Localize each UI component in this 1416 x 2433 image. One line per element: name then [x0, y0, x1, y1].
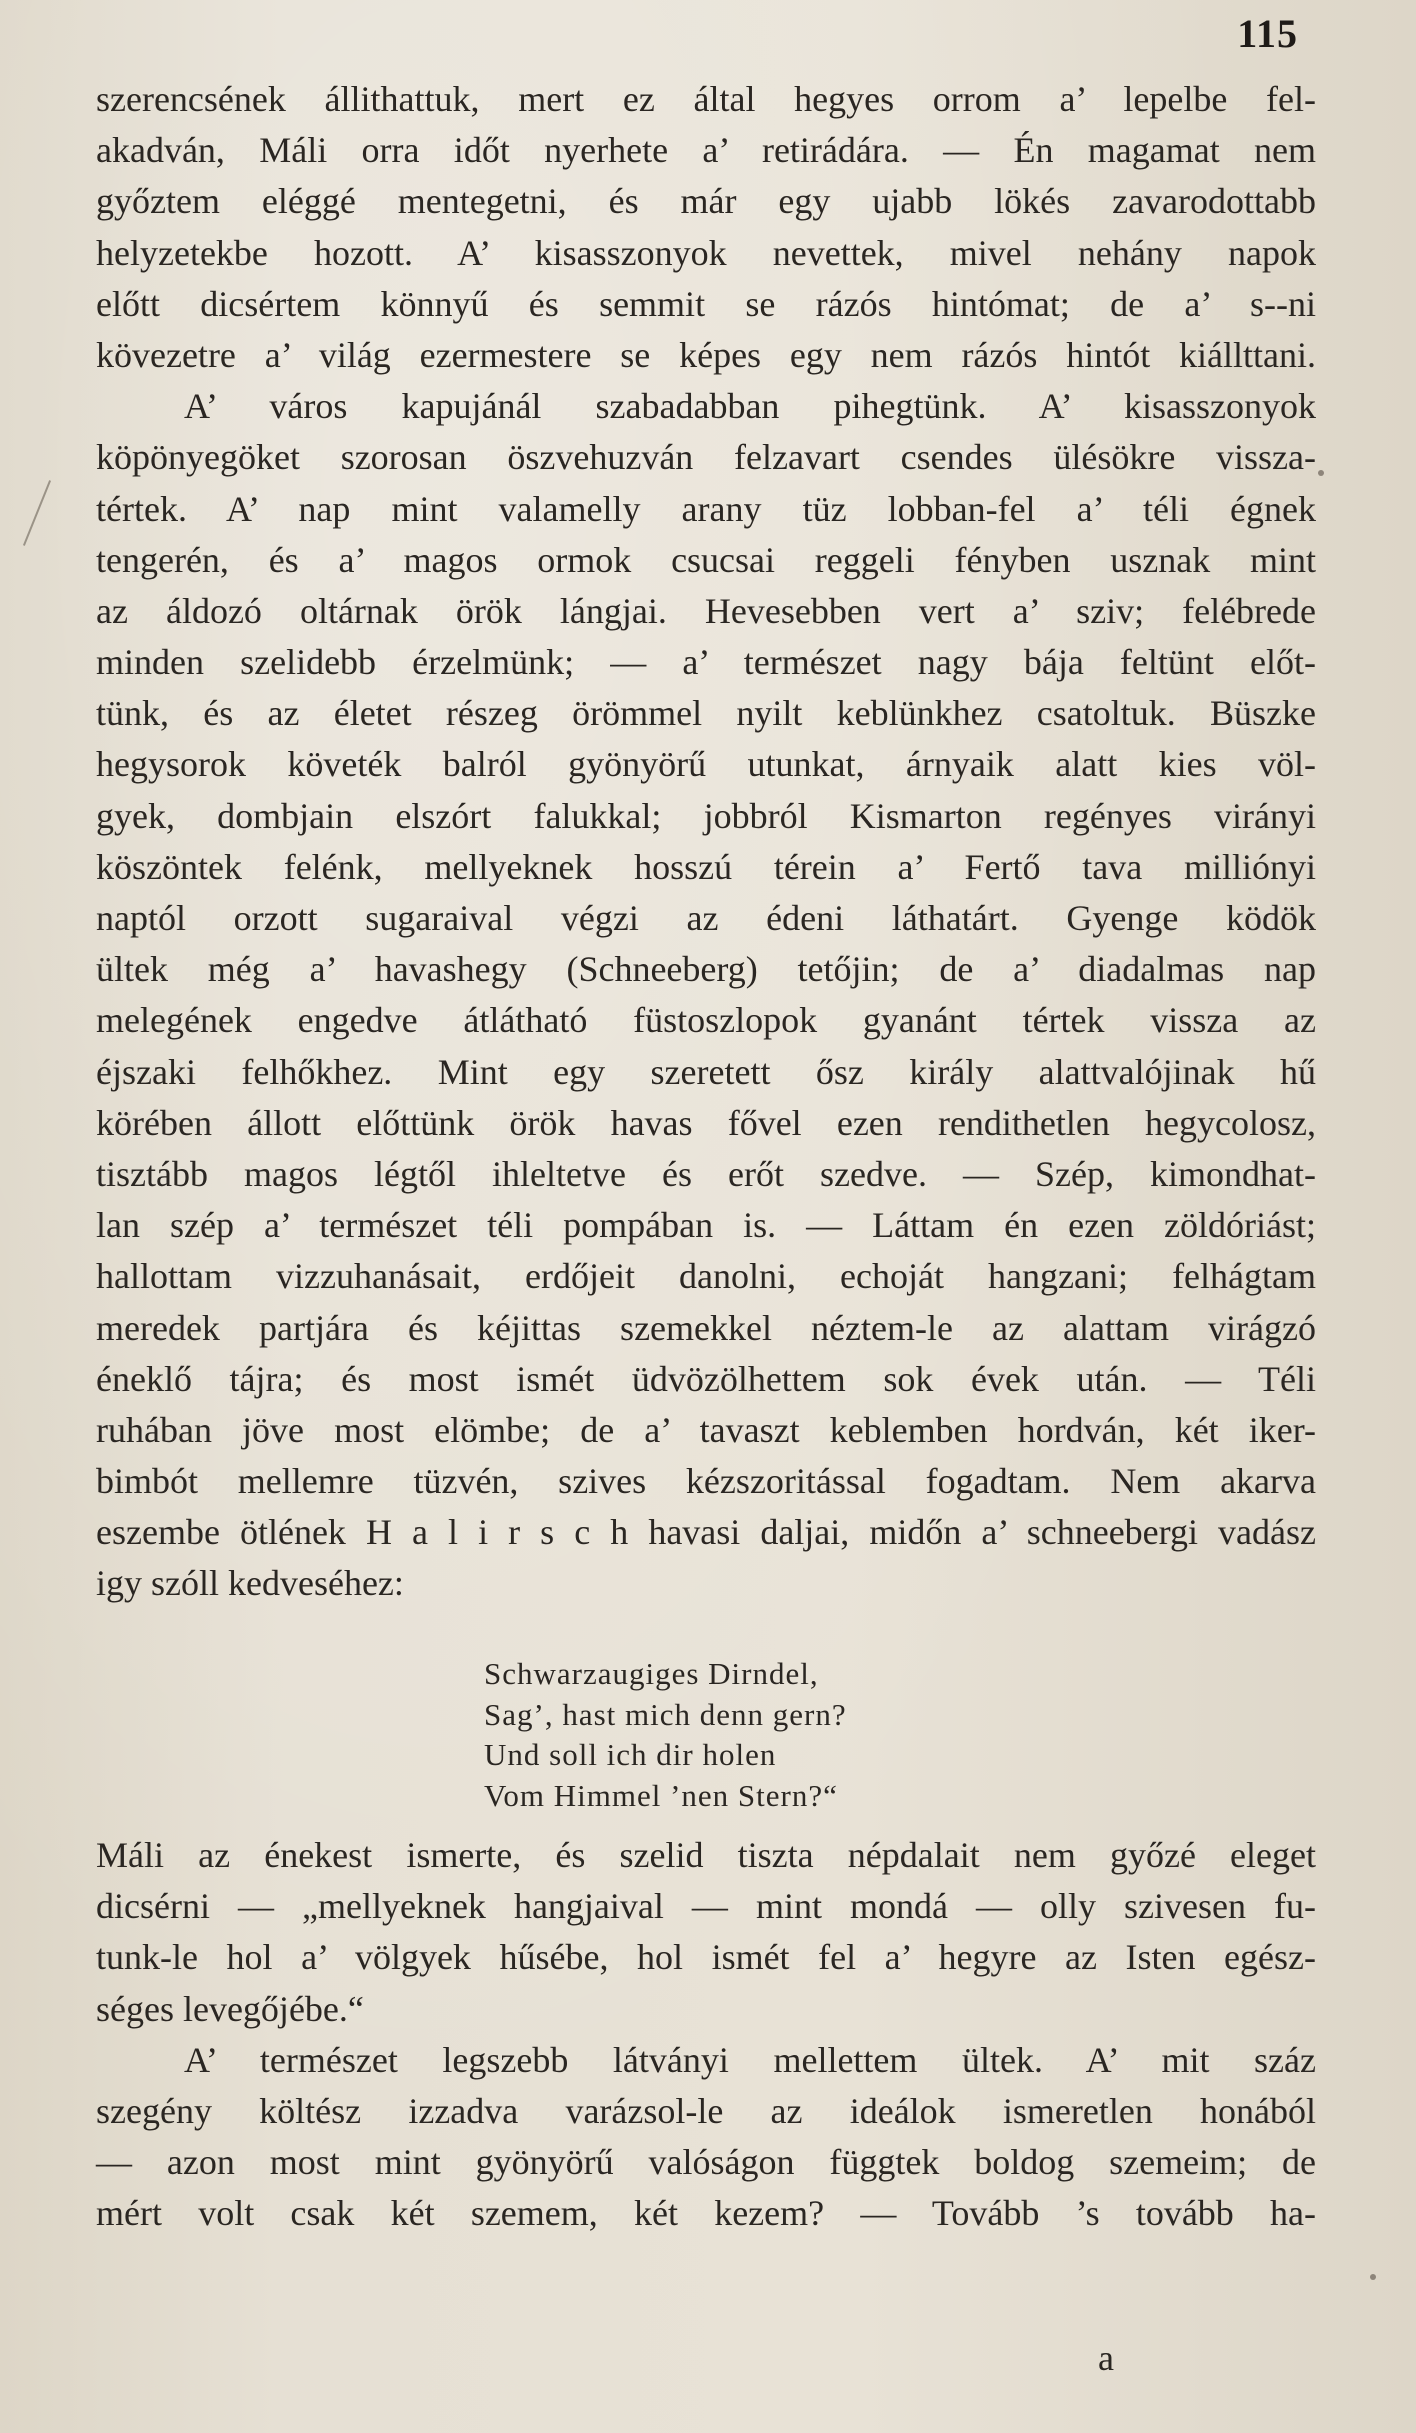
verse-line: Schwarzaugiges Dirndel,	[484, 1656, 819, 1691]
text-line: tisztább magos légtől ihleltetve és erőt szedve. — Szép, kimondhat-	[96, 1153, 1316, 1194]
text-line: mért volt csak két szemem, két kezem? — Tovább ’s tovább ha-	[96, 2193, 1316, 2234]
text-line: az áldozó oltárnak örök lángjai. Hevesebben vert a’ sziv; felébrede	[96, 590, 1316, 631]
text-line: eszembe ötlének H a l i r s c h havasi daljai, midőn a’ schneebergi vadász	[96, 1512, 1316, 1553]
text-line: igy szóll kedveséhez:	[96, 1563, 404, 1604]
text-line: A’ természet legszebb látványi mellettem ültek. A’ mit száz	[184, 2039, 1316, 2080]
text-line: — azon most mint gyönyörű valóságon függtek boldog szemeim; de	[96, 2142, 1316, 2183]
text-line: bimbót mellemre tüzvén, szives kézszoritással fogadtam. Nem akarva	[96, 1461, 1316, 1502]
text-line: hegysorok követék balról gyönyörű utunkat, árnyaik alatt kies völ-	[96, 744, 1316, 785]
margin-pencil-mark	[23, 480, 51, 546]
paper-speck	[1370, 2274, 1376, 2280]
catchword: a	[1098, 2338, 1114, 2378]
text-line: győztem eléggé mentegetni, és már egy ujabb lökés zavarodottabb	[96, 181, 1316, 222]
text-line: minden szelidebb érzelmünk; — a’ természet nagy bája feltünt előt-	[96, 642, 1316, 683]
page-number: 115	[1237, 11, 1298, 56]
verse-line: Und soll ich dir holen	[484, 1737, 777, 1772]
text-line: éneklő tájra; és most ismét üdvözölhettem sok évek után. — Téli	[96, 1358, 1316, 1399]
closing-paragraphs	[96, 1830, 1316, 2240]
text-line: szegény költész izzadva varázsol-le az ideálok ismeretlen honából	[96, 2090, 1316, 2131]
text-line: kövezetre a’ világ ezermestere se képes egy nem rázós hintót kiállttani.	[96, 334, 1316, 375]
text-line: tünk, és az életet részeg örömmel nyilt keblünkhez csatoltuk. Büszke	[96, 693, 1316, 734]
german-verse	[484, 1654, 847, 1816]
verse-line: Vom Himmel ’nen Stern?“	[484, 1777, 838, 1813]
text-line: tunk-le hol a’ völgyek hűsébe, hol ismét fel a’ hegyre az Isten egész-	[96, 1937, 1316, 1978]
text-line: előtt dicsértem könnyű és semmit se rázós hintómat; de a’ s--ni	[96, 283, 1316, 324]
text-line: gyek, dombjain elszórt falukkal; jobbról Kismarton regényes virányi	[96, 795, 1316, 836]
text-line: köpönyegöket szorosan öszvehuzván felzavart csendes ülésökre vissza-	[96, 437, 1316, 478]
text-line: köszöntek felénk, mellyeknek hosszú térein a’ Fertő tava milliónyi	[96, 846, 1316, 887]
text-line: meredek partjára és kéjittas szemekkel néztem-le az alattam virágzó	[96, 1307, 1316, 1348]
text-line: éjszaki felhőkhez. Mint egy szeretett ősz király alattvalójinak hű	[96, 1051, 1316, 1092]
paper-speck	[1318, 470, 1324, 476]
text-line: helyzetekbe hozott. A’ kisasszonyok nevettek, mivel nehány napok	[96, 232, 1316, 273]
text-line: szerencsének állithattuk, mert ez által hegyes orrom a’ lepelbe fel-	[96, 79, 1316, 119]
text-line: lan szép a’ természet téli pompában is. — Láttam én ezen zöldóriást;	[96, 1205, 1316, 1246]
text-line: tengerén, és a’ magos ormok csucsai reggeli fényben usznak mint	[96, 539, 1316, 580]
text-line: ültek még a’ havashegy (Schneeberg) tetőjin; de a’ diadalmas nap	[96, 949, 1316, 990]
text-line: séges levegőjébe.“	[96, 1988, 364, 2029]
text-line: naptól orzott sugaraival végzi az édeni láthatárt. Gyenge ködök	[96, 898, 1316, 938]
text-line: akadván, Máli orra időt nyerhete a’ retirádára. — Én magamat nem	[96, 130, 1316, 171]
text-line: hallottam vizzuhanásait, erdőjeit danolni, echoját hangzani; felhágtam	[96, 1256, 1316, 1297]
text-line: A’ város kapujánál szabadabban pihegtünk. A’ kisasszonyok	[184, 386, 1316, 427]
text-line: körében állott előttünk örök havas fővel ezen rendithetlen hegycolosz,	[96, 1102, 1316, 1143]
text-line: Máli az énekest ismerte, és szelid tiszta népdalait nem győzé eleget	[96, 1835, 1316, 1875]
text-line: ruhában jöve most elömbe; de a’ tavaszt keblemben hordván, két iker-	[96, 1409, 1316, 1450]
text-line: tértek. A’ nap mint valamelly arany tüz lobban-fel a’ téli égnek	[96, 488, 1316, 529]
text-line: dicsérni — „mellyeknek hangjaival — mint mondá — olly szivesen fu-	[96, 1886, 1316, 1927]
verse-line: Sag’, hast mich denn gern?	[484, 1696, 847, 1732]
main-paragraphs	[96, 74, 1316, 1610]
text-line: melegének engedve átlátható füstoszlopok gyanánt tértek vissza az	[96, 1000, 1316, 1041]
